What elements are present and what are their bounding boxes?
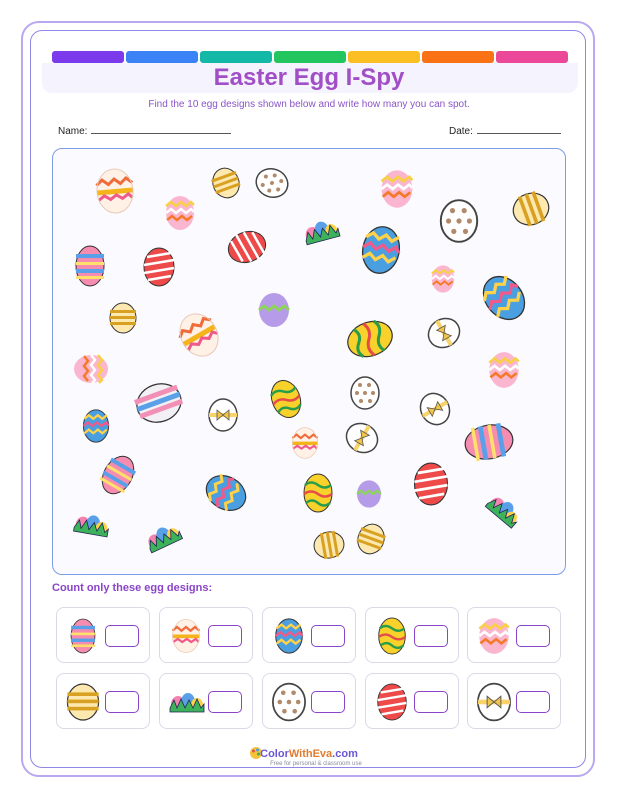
footer-tagline: Free for personal & classroom use bbox=[270, 761, 362, 767]
egg-scene bbox=[52, 148, 566, 575]
count-cell-1 bbox=[56, 607, 150, 663]
name-line[interactable] bbox=[91, 124, 231, 134]
white-bow-egg-icon bbox=[474, 680, 514, 724]
rainbow-segment-6 bbox=[422, 51, 494, 63]
count-heading: Count only these egg designs: bbox=[52, 582, 213, 594]
count-cell-3 bbox=[262, 607, 356, 663]
rainbow-segment-5 bbox=[348, 51, 420, 63]
count-cell-8 bbox=[262, 673, 356, 729]
count-input-3[interactable] bbox=[311, 625, 345, 647]
rainbow-bar bbox=[52, 51, 568, 63]
count-cell-6 bbox=[56, 673, 150, 729]
pink-zigzag-egg-icon bbox=[474, 614, 514, 658]
grass-egg-basket-icon bbox=[166, 680, 206, 724]
date-label: Date: bbox=[449, 126, 473, 137]
count-input-8[interactable] bbox=[311, 691, 345, 713]
count-cell-10 bbox=[467, 673, 561, 729]
white-dotted-egg-icon bbox=[269, 680, 309, 724]
count-cell-4 bbox=[365, 607, 459, 663]
count-input-2[interactable] bbox=[208, 625, 242, 647]
count-cell-2 bbox=[159, 607, 253, 663]
count-cell-9 bbox=[365, 673, 459, 729]
count-input-10[interactable] bbox=[516, 691, 550, 713]
page-title: Easter Egg I-Spy bbox=[213, 64, 405, 91]
blue-zigzag-egg-icon bbox=[269, 614, 309, 658]
zigzag-cream-egg-icon bbox=[166, 614, 206, 658]
name-label: Name: bbox=[58, 126, 88, 137]
rainbow-segment-3 bbox=[200, 51, 272, 63]
brand-part2: WithEva bbox=[288, 748, 333, 760]
count-input-4[interactable] bbox=[414, 625, 448, 647]
rainbow-segment-7 bbox=[496, 51, 568, 63]
count-cell-5 bbox=[467, 607, 561, 663]
yellow-wavy-green-egg-icon bbox=[372, 614, 412, 658]
count-input-5[interactable] bbox=[516, 625, 550, 647]
brand-suffix: .com bbox=[332, 748, 358, 760]
count-input-6[interactable] bbox=[105, 691, 139, 713]
egg-scene-art bbox=[53, 149, 567, 576]
brand-part1: Color bbox=[260, 748, 289, 760]
date-field[interactable] bbox=[449, 124, 561, 137]
count-input-7[interactable] bbox=[208, 691, 242, 713]
date-line[interactable] bbox=[477, 124, 561, 134]
count-input-9[interactable] bbox=[414, 691, 448, 713]
rainbow-segment-4 bbox=[274, 51, 346, 63]
count-cell-7 bbox=[159, 673, 253, 729]
count-input-1[interactable] bbox=[105, 625, 139, 647]
yellow-striped-egg-icon bbox=[63, 680, 103, 724]
footer-brand[interactable] bbox=[0, 748, 618, 760]
name-field[interactable] bbox=[58, 124, 231, 137]
rainbow-segment-2 bbox=[126, 51, 198, 63]
striped-pink-blue-egg-icon bbox=[63, 614, 103, 658]
rainbow-segment-1 bbox=[52, 51, 124, 63]
instructions: Find the 10 egg designs shown below and write how many you can spot. bbox=[148, 99, 470, 110]
red-striped-egg-icon bbox=[372, 680, 412, 724]
